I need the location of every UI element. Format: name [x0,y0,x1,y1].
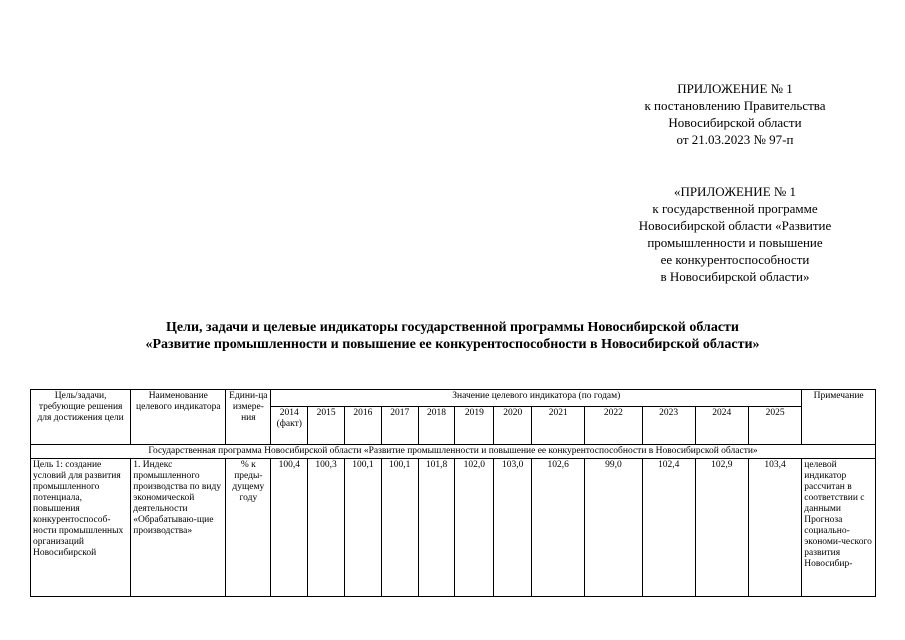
appendix-2-line: Новосибирской области «Развитие [638,218,832,233]
cell-value: 101,8 [418,459,455,597]
cell-value: 100,1 [381,459,418,597]
header-values-group: Значение целевого индикатора (по годам) [271,390,802,407]
appendix-2-header [600,183,870,285]
cell-unit: % к преды-дущему году [226,459,271,597]
appendix-2-line: «ПРИЛОЖЕНИЕ № 1 [673,184,797,199]
cell-value: 102,0 [455,459,494,597]
appendix-2-line: ее конкурентоспособности [660,252,810,267]
header-year: 2019 [455,407,494,445]
cell-value: 100,3 [308,459,345,597]
header-year: 2022 [585,407,642,445]
appendix-2-line: к государственной программе [652,201,818,216]
cell-value: 100,1 [344,459,381,597]
appendix-1-header [600,80,870,148]
cell-note: целевой индикатор рассчитан в соответствии с данными Прогноза социально-экономи-ческого развития Новосибир- [802,459,876,597]
header-year: 2018 [418,407,455,445]
header-goal: Цель/задачи, требующие решения для достижения цели [31,390,131,445]
title-line-2: «Развитие промышленности и повышение ее конкурентоспособности в Новосибирской области» [145,337,760,352]
program-row: Государственная программа Новосибирской области «Развитие промышленности и повышение ее конкурентоспособности в Новосибирской области» [31,445,876,459]
title-line-1: Цели, задачи и целевые индикаторы государственной программы Новосибирской области [166,320,739,335]
cell-value: 102,4 [642,459,695,597]
appendix-2-line: промышленности и повышение [647,235,823,250]
cell-goal: Цель 1: создание условий для развития промышленного потенциала, повышения конкурентоспособ-ности промышленных организаций Новосибирской [31,459,131,597]
cell-value: 102,9 [695,459,748,597]
appendix-1-line: от 21.03.2023 № 97-п [676,132,794,147]
header-year: 2016 [344,407,381,445]
appendix-1-line: ПРИЛОЖЕНИЕ № 1 [677,81,793,96]
header-year: 2025 [748,407,801,445]
header-year: 2023 [642,407,695,445]
table-row [31,459,876,597]
appendix-2-line: в Новосибирской области» [660,269,810,284]
cell-indicator: 1. Индекс промышленного производства по виду экономической деятельности «Обрабатываю-щие производства» [131,459,226,597]
appendix-1-line: к постановлению Правительства [644,98,826,113]
cell-value: 99,0 [585,459,642,597]
cell-value: 102,6 [532,459,585,597]
header-year: 2024 [695,407,748,445]
header-year: 2015 [308,407,345,445]
header-note: Примечание [802,390,876,445]
cell-value: 100,4 [271,459,308,597]
header-year: 2017 [381,407,418,445]
header-year: 2014 (факт) [271,407,308,445]
cell-value: 103,0 [494,459,532,597]
indicators-table [30,389,876,597]
header-year: 2020 [494,407,532,445]
cell-value: 103,4 [748,459,801,597]
header-indicator: Наименование целевого индикатора [131,390,226,445]
document-title [60,319,845,353]
header-unit: Едини-ца измере-ния [226,390,271,445]
appendix-1-line: Новосибирской области [668,115,802,130]
header-year: 2021 [532,407,585,445]
